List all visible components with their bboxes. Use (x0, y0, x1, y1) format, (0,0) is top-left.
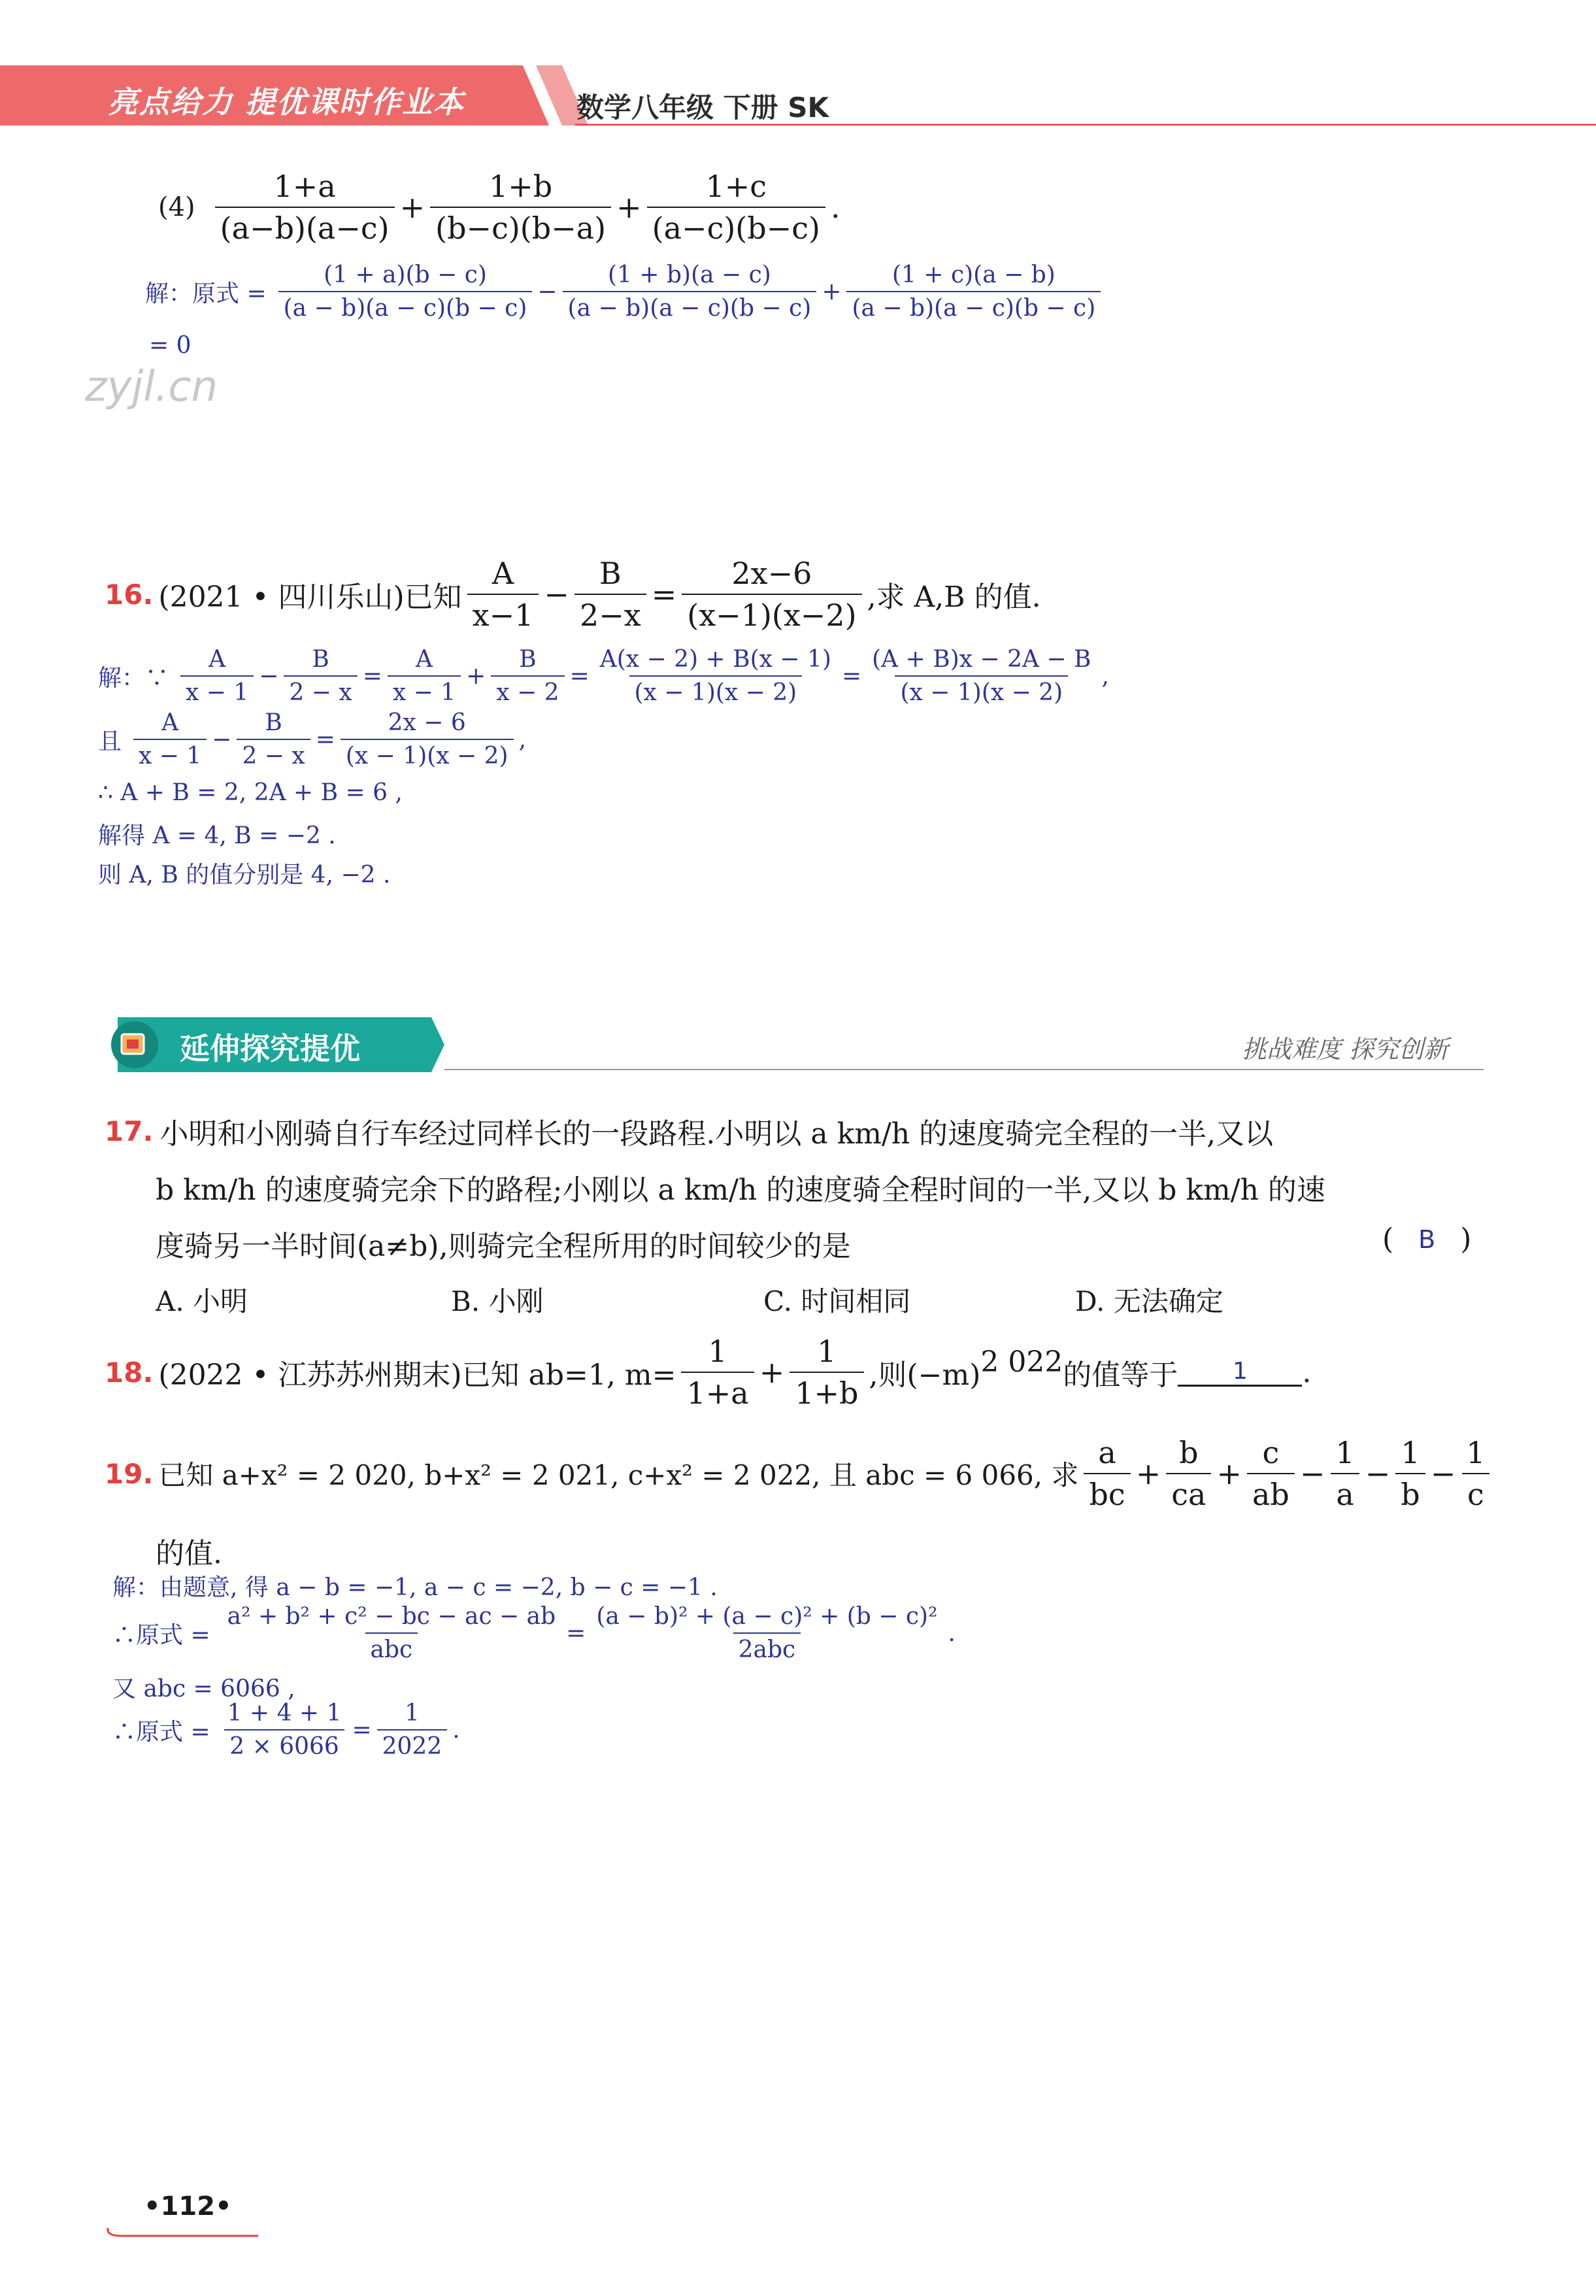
q18-exponent: 2 022 (980, 1345, 1063, 1379)
frac-numerator: 1 (1335, 1435, 1355, 1470)
frac-denominator: (x−1)(x−2) (682, 594, 861, 633)
frac-denominator: x − 1 (180, 675, 254, 706)
frac-numerator: a² + b² + c² − bc − ac − ab (227, 1603, 556, 1630)
frac-denominator: 2 − x (284, 675, 357, 706)
q18-problem: 18. (2022 • 江苏苏州期末)已知 ab=1, m= $\frac{1}{1+a}$ + $\frac{1}{1+b}$ ,则(−m) 2 022 的值等于 1 . (105, 1334, 1312, 1411)
q19-text2: 的值. (156, 1537, 222, 1570)
frac-numerator: 1 (404, 1700, 420, 1727)
frac-denominator: 2022 (377, 1729, 448, 1760)
period: . (1302, 1355, 1312, 1389)
frac-numerator: b (1179, 1435, 1199, 1470)
frac-numerator: (A + B)x − 2A − B (872, 646, 1091, 673)
period: . (830, 190, 840, 225)
section-icon (119, 1030, 150, 1059)
q16-tail: ,求 A,B 的值. (867, 581, 1041, 614)
q19-solution-line2: ∴原式 = $\frac{\text{a² + b² + c² − bc − ac − ab}}{\text{abc}}$ = $\frac{\text{(a − b)² + (a − c)² + (b − c)²}}{\text{2abc}}$ . (112, 1603, 956, 1663)
frac-numerator: B (312, 646, 329, 673)
frac-numerator: A(x − 2) + B(x − 1) (599, 646, 831, 673)
frac-denominator: x − 2 (491, 675, 564, 706)
frac-denominator: 2−x (574, 594, 646, 633)
q16-solution-line3: ∴ A + B = 2, 2A + B = 6 , (98, 779, 403, 806)
frac-numerator: A (161, 709, 179, 736)
frac-denominator: (x − 1)(x − 2) (629, 675, 803, 706)
frac-denominator: abc (365, 1632, 418, 1663)
bracket-close: ) (1460, 1223, 1472, 1256)
frac-numerator: B (265, 709, 282, 736)
q16-source: (2021 • 四川乐山)已知 (158, 581, 462, 614)
q17-option-b: B. 小刚 (451, 1285, 544, 1317)
frac-denominator: (a − b)(a − c)(b − c) (563, 291, 817, 322)
watermark: zyjl.cn (85, 363, 218, 411)
q16-problem: 16. (2021 • 四川乐山)已知 $\frac{A}{x-1}$ − $\frac{B}{2-x}$ = $\frac{2x-6}{(x-1)(x-2)}$ ,求 A,B 的值. (105, 556, 1041, 633)
frac-numerator: A (208, 646, 226, 673)
q19-solution-line3: 又 abc = 6066 , (112, 1676, 295, 1702)
frac-numerator: 1 (1401, 1435, 1420, 1470)
question-number: 19. (105, 1457, 154, 1490)
question-number: 16. (105, 578, 154, 611)
q17-answer: B (1418, 1224, 1436, 1254)
q17-text-line2: b km/h 的速度骑完余下的路程;小刚以 a km/h 的速度骑全程时间的一半,又以 b km/h 的速 (156, 1173, 1325, 1207)
frac-denominator: (x − 1)(x − 2) (895, 675, 1068, 706)
q15-4-result: = 0 (149, 332, 191, 359)
frac-numerator: B (519, 646, 537, 673)
frac-numerator: 1 + 4 + 1 (227, 1700, 342, 1727)
q17-option-a: A. 小明 (156, 1285, 248, 1317)
frac-numerator: B (599, 556, 622, 591)
q16-solution-line4: 解得 A = 4, B = −2 . (98, 822, 336, 849)
frac-numerator: 1+c (705, 169, 767, 204)
frac-numerator: (1 + a)(b − c) (324, 262, 487, 288)
q16-solution-line1: 解：∵ $\frac{A}{x - 1}$ − $\frac{B}{2 - x}$ = $\frac{A}{x - 1}$ + $\frac{B}{x - 2}$ = $\frac{A(x - 2) + B(x - 1)}{(x - 1)(x - 2)}$ = $\frac{(A + B)x - 2A - B}{(x - 1)(x - 2)}$ , (98, 646, 1109, 706)
q18-answer: 1 (1232, 1358, 1248, 1385)
frac-denominator: c (1462, 1473, 1489, 1512)
frac-denominator: 2abc (733, 1632, 801, 1663)
frac-numerator: (1 + c)(a − b) (891, 262, 1056, 288)
q16-solution-line5: 则 A, B 的值分别是 4, −2 . (98, 862, 391, 888)
frac-denominator: x−1 (467, 594, 539, 633)
solution-prefix: 解：∵ (98, 664, 169, 692)
q16-solution-line2: 且 $\frac{A}{x - 1}$ − $\frac{B}{2 - x}$ = $\frac{2x - 6}{(x - 1)(x - 2)}$ , (98, 709, 527, 769)
frac-numerator: 1 (817, 1334, 837, 1369)
solution-prefix: ∴原式 = (112, 1621, 210, 1649)
q17-text-line3: 度骑另一半时间(a≠b),则骑完全程所用的时间较少的是 (156, 1230, 851, 1263)
frac-denominator: x − 1 (388, 675, 461, 706)
bracket-open: ( (1382, 1223, 1394, 1256)
q18-text3: 的值等于 (1063, 1359, 1178, 1392)
question-number: 18. (105, 1356, 154, 1389)
q19-problem: 19. 已知 a+x² = 2 020, b+x² = 2 021, c+x² = 2 022, 且 abc = 6 066, 求 $\frac{a}{bc}$ + $\frac{b}{ca}$ + $\frac{c}{ab}$ − $\frac{1}{a}$ − $\frac{1}{b}$ − $\frac{1}{c}$ (105, 1435, 1496, 1512)
q19-solution-line4: ∴原式 = $\frac{1 + 4 + 1}{2 \times 6066}$ = $\frac{1}{2022}$ . (112, 1700, 460, 1760)
q15-4-label: (4) (158, 192, 195, 222)
header-series-title: 亮点给力 提优课时作业本 (108, 84, 465, 120)
frac-numerator: c (1262, 1435, 1280, 1470)
q17-answer-bracket (1382, 1223, 1471, 1256)
question-number: 17. (105, 1115, 154, 1147)
frac-denominator: bc (1084, 1473, 1130, 1512)
frac-denominator: (x − 1)(x − 2) (341, 739, 514, 769)
frac-numerator: a (1098, 1435, 1116, 1470)
frac-numerator: (a − b)² + (a − c)² + (b − c)² (596, 1603, 938, 1630)
q18-text1: (2022 • 江苏苏州期末)已知 ab=1, m= (158, 1359, 676, 1392)
frac-denominator: (a−c)(b−c) (647, 207, 825, 246)
frac-denominator: ab (1247, 1473, 1295, 1512)
frac-denominator: x − 1 (133, 739, 207, 769)
frac-numerator: 1+b (489, 169, 553, 204)
frac-denominator: (a−b)(a−c) (215, 207, 395, 246)
frac-numerator: 1 (708, 1334, 727, 1369)
q18-text2: ,则(−m) (869, 1359, 981, 1392)
frac-numerator: A (416, 646, 433, 673)
q17-line1 (105, 1110, 1273, 1152)
frac-denominator: b (1395, 1473, 1425, 1512)
q19-solution-line1: 解：由题意, 得 a − b = −1, a − c = −2, b − c = −1 . (112, 1574, 718, 1601)
q17-text-line1: 小明和小刚骑自行车经过同样长的一段路程.小明以 a km/h 的速度骑完全程的一半,又以 (159, 1117, 1274, 1151)
frac-denominator: (a − b)(a − c)(b − c) (278, 291, 533, 322)
section-subtitle: 挑战难度 探究创新 (1242, 1035, 1449, 1064)
q17-option-c: C. 时间相同 (763, 1285, 911, 1317)
header-book-title: 数学八年级 下册 SK (576, 92, 829, 124)
frac-denominator: 1+a (681, 1372, 754, 1411)
frac-denominator: a (1331, 1473, 1359, 1512)
frac-numerator: (1 + b)(a − c) (608, 262, 771, 288)
frac-numerator: 2x − 6 (388, 709, 466, 736)
solution-prefix: 解：原式 = (145, 280, 267, 307)
q15-4-solution: 解：原式 = $\frac{(1 + a)(b - c)}{(a - b)(a - c)(b - c)}$ − $\frac{(1 + b)(a - c)}{(a - b)(a - c)(b - c)}$ + $\frac{(1 + c)(a - b)}{(a - b)(a - c)(b - c)}$ (145, 262, 1106, 322)
q18-answer-blank[interactable] (1178, 1358, 1302, 1387)
q17-option-d: D. 无法确定 (1075, 1285, 1223, 1317)
page-number: •112• (144, 2191, 232, 2221)
frac-denominator: (b−c)(b−a) (430, 207, 611, 246)
frac-denominator: ca (1166, 1473, 1211, 1512)
section-title: 延伸探究提优 (180, 1031, 360, 1066)
frac-numerator: 2x−6 (731, 556, 812, 591)
frac-numerator: 1 (1466, 1435, 1486, 1470)
q15-4-problem: (4) $\frac{1+a}{(a-b)(a-c)}$ + $\frac{1+b}{(b-c)(b-a)}$ + $\frac{1+c}{(a-c)(b-c)}$ . (158, 169, 840, 246)
q19-text1: 已知 a+x² = 2 020, b+x² = 2 021, c+x² = 2 022, 且 abc = 6 066, 求 (158, 1459, 1079, 1491)
frac-denominator: 2 − x (237, 739, 310, 769)
frac-denominator: (a − b)(a − c)(b − c) (846, 291, 1101, 322)
solution-prefix: 且 (98, 728, 122, 755)
frac-numerator: A (491, 556, 514, 591)
solution-prefix: ∴原式 = (112, 1718, 210, 1746)
frac-numerator: 1+a (273, 169, 336, 204)
frac-denominator: 2 × 6066 (224, 1729, 344, 1760)
frac-denominator: 1+b (790, 1372, 863, 1411)
